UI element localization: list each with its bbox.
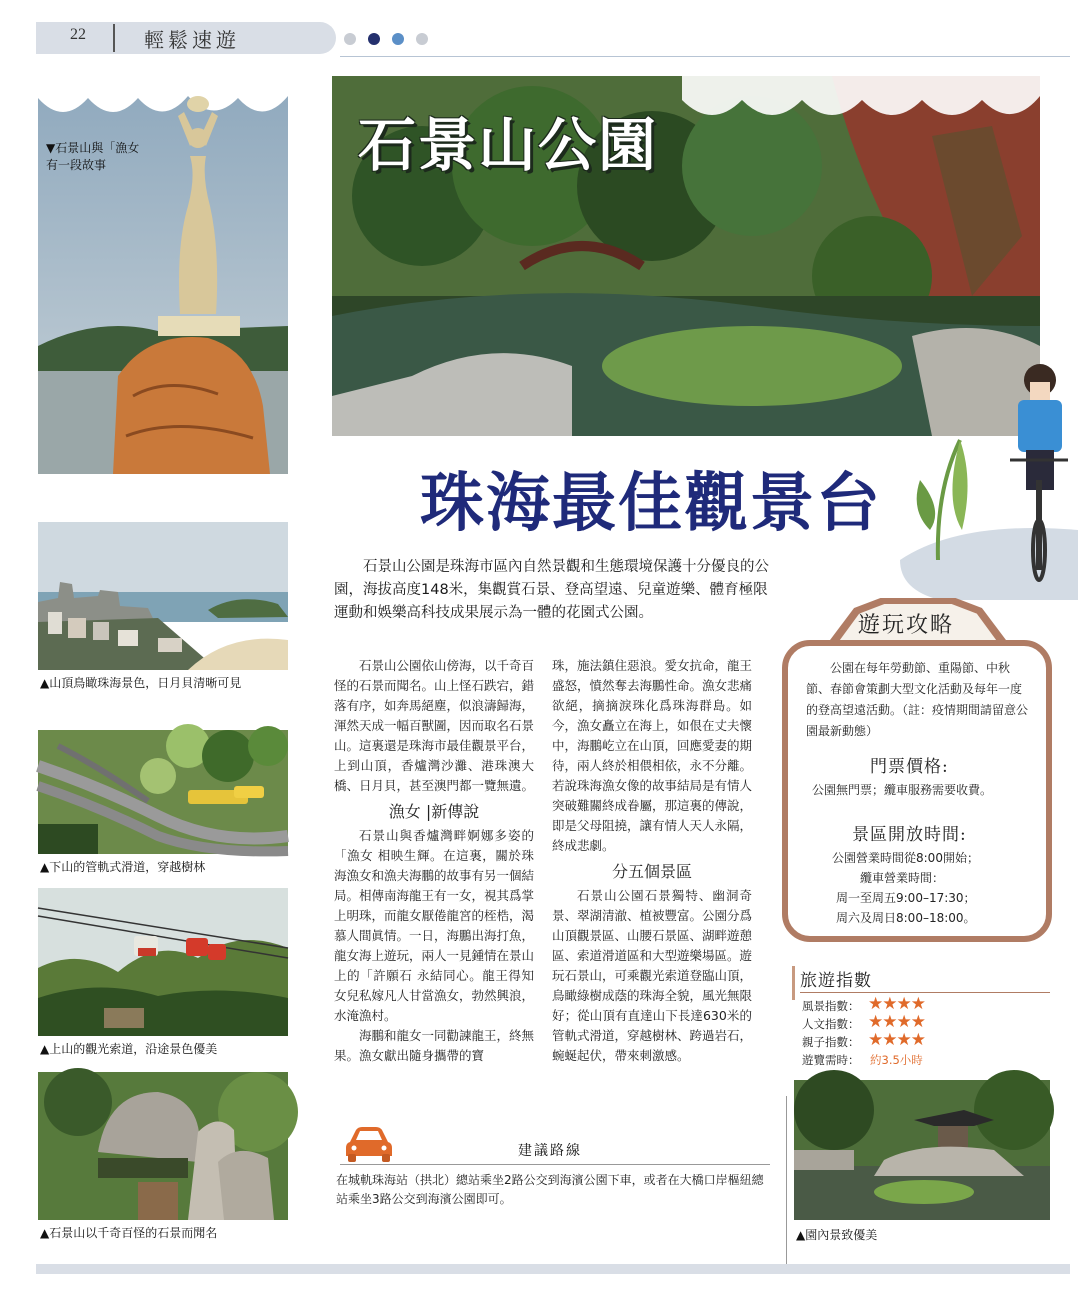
star-rating: ★★★★ [868,994,925,1014]
star-rating [868,1012,925,1032]
article-column-1 [334,656,534,1066]
ticket-text: 公園無門票；纜車服務需要收費。 [812,783,993,797]
header-divider [113,24,115,52]
index-label: 風景指數： [802,999,860,1013]
article-paragraph: 石景山公園石景獨特、幽洞奇景、翠湖清澈、植被豐富。公園分爲山頂觀景區、山腰石景區、湖畔遊憩區、索道滑道區和大型遊樂場區。遊玩石景山，可乘觀光索道登臨山頂，鳥瞰綠樹成蔭的珠海全貌，風光無限好；從山頂有直達山下長達630米的管軌式滑道，穿越樹林、跨過岩石，蜿蜒起伏，帶來刺激感。 [552,888,753,1063]
route-text: 在城軌珠海站（拱北）總站乘坐2路公交到海濱公園下車，或者在大橋口岸樞紐總站乘坐3路公交到海濱公園即可。 [336,1173,764,1206]
article-paragraph: 珠，施法鎮住惡浪。愛女抗命，龍王盛怒，憤然奪去海鵬性命。漁女悲痛欲絕，摘摘淚珠化爲珠海群島。如今，漁女矗立在海上，如佷在丈夫懷中，海鵬屹立在山頂，回應愛妻的期待，兩人終於相偎相依，永不分離。若說珠海漁女像的故事結局是有情人突破難關終成眷屬，那這裏的傳說，即是父母阻撓，讓有情人天人永隔，終成悲劇。 [552,658,753,853]
half-star-icon: ★ [910,1012,925,1032]
rocks-caption: ▲石景山以千奇百怪的石景而聞名 [40,1226,218,1240]
page-number: 22 [70,26,86,43]
hours-line: 公園營業時間從8:00開始； [832,851,979,865]
city-view-photo [38,522,288,670]
garden-photo [794,1080,1050,1220]
tips-intro: 公園在每年勞動節、重陽節、中秋節、春節會策劃大型文化活動及每年一度的登高望遠活動。（註：疫情期間請留意公園最新動態） [806,661,1029,738]
fisher-girl-statue-photo [38,76,288,474]
car-icon [344,1124,394,1164]
star-rating-full: ★★★ [868,1012,911,1032]
star-rating: ★★★★ [868,1030,925,1050]
index-label: 親子指數： [802,1035,860,1049]
dot-icon [416,33,428,45]
subheading-zones: 分五個景區 [611,862,692,881]
cable-caption: ▲上山的觀光索道，沿途景色優美 [40,1042,218,1056]
hours-heading: 景區開放時間: [852,825,967,845]
slide-photo [38,706,288,854]
city-caption: ▲山頂鳥瞰珠海景色，日月貝清晰可見 [40,676,242,690]
hours-line: 纜車營業時間： [860,871,945,885]
index-rule [800,992,1050,993]
article-paragraph: 海鵬和龍女一同勸諫龍王，終無果。漁女獻出隨身攜帶的寶 [334,1028,535,1063]
cyclist-illustration [900,360,1078,600]
header-rule [340,56,1070,57]
ticket-heading: 門票價格: [870,757,949,777]
index-title: 旅遊指數 [800,971,872,991]
index-label: 人文指數： [802,1017,860,1031]
article-paragraph: 石景山與香爐灣畔婀娜多姿的「漁女 相映生輝。在這裏，關於珠海漁女和漁夫海鵬的故事有另一個結局。相傳南海龍王有一女，視其爲掌上明珠，而龍女厭倦龍宮的桎梏，渴慕人間眞情。一日，海鵬出海打魚，龍女海上遊玩，兩人一見鍾情在景山上的「許願石 永結同心。龍王得知女兒私嫁凡人甘當漁女，勃然興浪，水淹漁村。 [334,828,535,1023]
dot-icon [392,33,404,45]
index-accent-bar [792,966,795,1000]
column-divider [786,1096,787,1266]
lead-paragraph: 石景山公園是珠海市區內自然景觀和生態環境保護十分優良的公園，海拔高度148米，集觀賞石景、登高望遠、兒童遊樂、體育極限運動和娛樂高科技成果展示為一體的花園式公園。 [334,559,769,621]
garden-caption: ▲園內景致優美 [796,1228,878,1242]
statue-caption: ▼石景山與「漁女 有一段故事 [46,141,140,172]
article-paragraph: 石景山公園依山傍海，以千奇百怪的石景而聞名。山上怪石跌宕，錯落有序，如奔馬絕塵，似浪濤歸海，渾然天成一幅百獸圖，因而取名石景山。這裏還是珠海市最佳觀景平台，上到山頂，香爐灣沙灘、港珠澳大橋、日月貝，甚至澳門都一覽無遺。 [334,658,535,793]
subheading-legend: 漁女 |新傳說 [388,802,480,821]
visit-duration: 約3.5小時 [870,1053,923,1067]
hours-line: 周六及周日8:00–18:00。 [836,911,976,925]
rocks-photo [38,1072,288,1220]
route-title: 建議路線 [518,1143,582,1159]
slide-caption: ▲下山的管軌式滑道，穿越樹林 [40,860,206,874]
section-name: 輕鬆速遊 [144,28,240,52]
cable-car-photo [38,888,288,1036]
route-rule [340,1164,770,1165]
dot-icon [368,33,380,45]
tips-title: 遊玩攻略 [858,613,955,638]
hero-title: 石景山公園 [358,111,659,179]
dot-icon [344,33,356,45]
footer-bar [36,1264,1070,1274]
index-label: 遊覽需時： [802,1053,860,1067]
headline: 珠海最佳觀景台 [420,466,882,541]
article-column-2 [552,656,752,1066]
hours-line: 周一至周五9:00–17:30； [836,891,976,905]
